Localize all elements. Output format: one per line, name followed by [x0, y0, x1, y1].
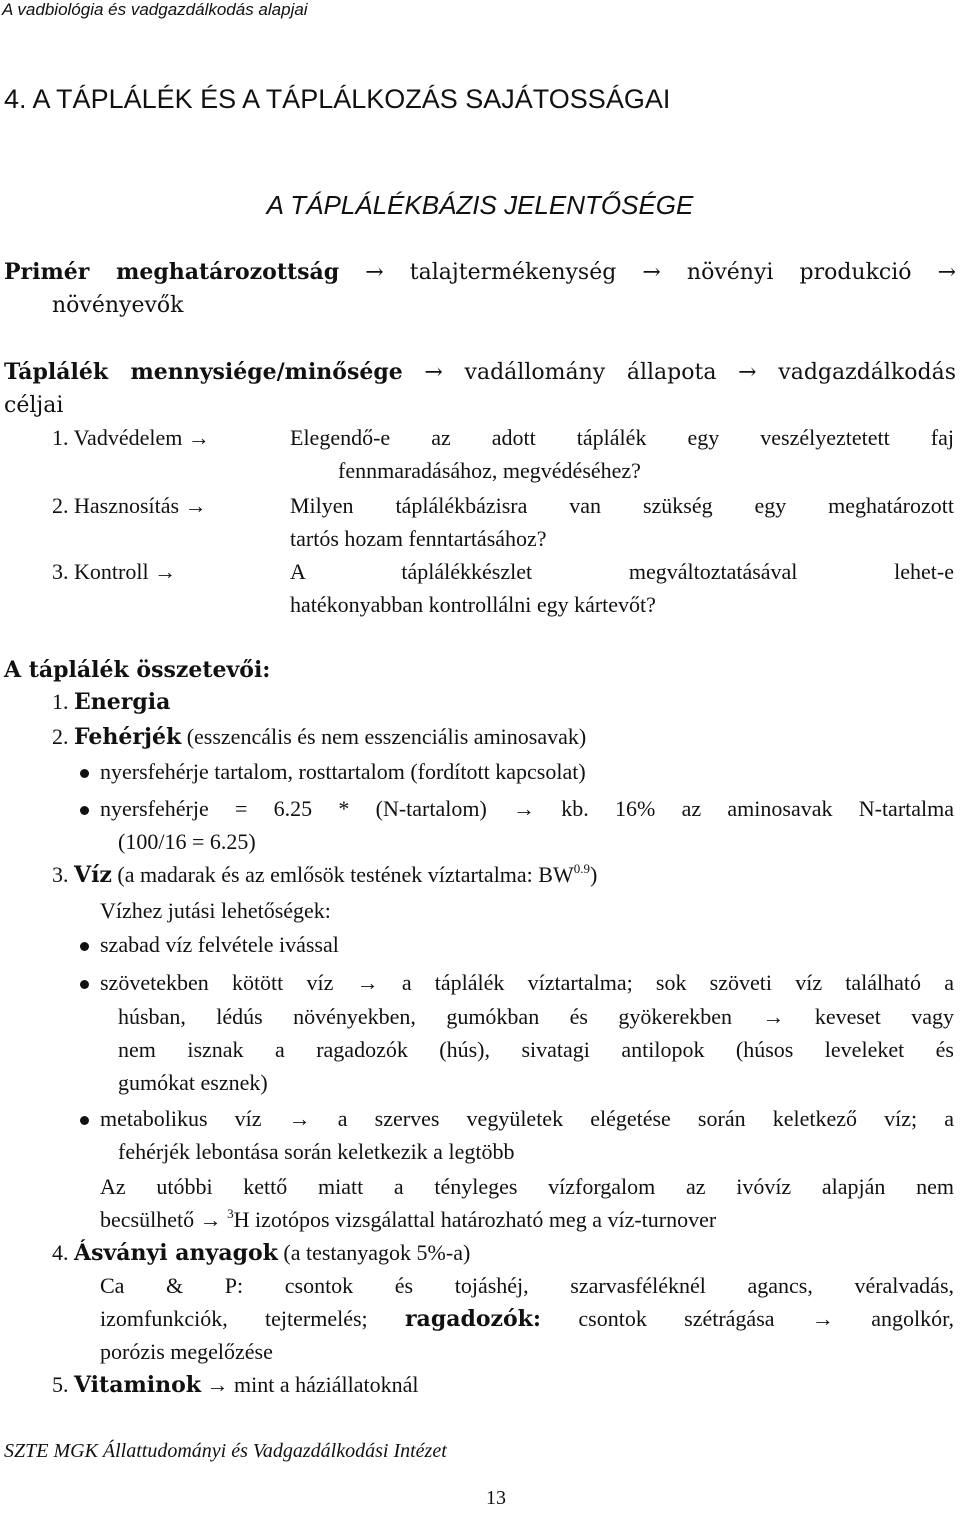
list-item: szabad víz felvétele ivással: [100, 932, 339, 957]
component-vitamins: [52, 1372, 419, 1398]
bullet-icon: [80, 942, 89, 951]
arrow-icon: →: [738, 360, 757, 385]
arrow-icon: →: [365, 260, 384, 285]
goal-text-cont: hatékonyabban kontrollálni egy kártevőt?: [290, 592, 656, 617]
list-item: [100, 796, 954, 822]
component-label: Fehérjék: [74, 724, 182, 750]
primer-item: talajtermékenység: [409, 260, 617, 285]
goal-text: A táplálékkészlet megváltoztatásával lehet-e: [290, 559, 954, 584]
arrow-icon: →: [642, 260, 661, 285]
superscript: 3: [227, 1206, 234, 1221]
footer-institute: SZTE MGK Állattudományi és Vadgazdálkodási Intézet: [4, 1440, 447, 1462]
chapter-title: 4. A TÁPLÁLÉK ÉS A TÁPLÁLKOZÁS SAJÁTOSSÁGAI: [4, 84, 671, 114]
minerals-text: porózis megelőzése: [100, 1339, 273, 1364]
component-desc: mint a háziállatoknál: [234, 1372, 419, 1397]
water-desc: a szerves vegyületek elégetése során keletkező víz; a: [337, 1106, 954, 1131]
running-header: A vadbiológia és vadgazdálkodás alapjai: [2, 0, 308, 19]
list-number: 3.: [52, 862, 69, 887]
water-desc: keveset vagy: [814, 1004, 954, 1029]
flow-item: vadállomány állapota: [464, 360, 717, 385]
bullet-icon: [80, 1116, 89, 1125]
formula-note: kb. 16% az aminosavak N-tartalma: [561, 796, 955, 821]
minerals-desc: izomfunkciók, tejtermelés;: [100, 1306, 368, 1331]
component-protein: [52, 724, 586, 750]
arrow-icon: →: [811, 1306, 834, 1331]
section-title: A TÁPLÁLÉKBÁZIS JELENTŐSÉGE: [266, 190, 694, 220]
list-item: [100, 1106, 954, 1132]
arrow-icon: →: [199, 1207, 222, 1232]
minerals-bold: ragadozók:: [404, 1306, 542, 1332]
components-heading: A táplálék összetevői:: [4, 657, 271, 683]
water-desc: húsban, lédús növényekben, gumókban és gyökerekben: [118, 1004, 732, 1029]
list-item-cont: [118, 1004, 954, 1030]
minerals-text: [100, 1306, 954, 1332]
primer-item: növényi produkció: [686, 260, 912, 285]
page-number: 13: [486, 1487, 506, 1509]
goal-text-cont: fennmaradásához, megvédéséhez?: [338, 458, 641, 483]
taplalek-flow-label: Táplálék mennysiége/minősége: [4, 359, 403, 385]
minerals-text: Ca & P: csontok és tojáshéj, szarvasféléknél agancs, véralvadás,: [100, 1273, 954, 1298]
primer-label: Primér meghatározottság: [4, 259, 340, 285]
arrow-icon: →: [288, 1106, 311, 1131]
list-item: nyersfehérje tartalom, rosttartalom (fordított kapcsolat): [100, 759, 586, 784]
water-type: szövetekben kötött víz: [100, 970, 334, 995]
list-item-cont: nem isznak a ragadozók (hús), sivatagi antilopok (húsos leveleket és: [118, 1037, 954, 1062]
component-label: Ásványi anyagok: [74, 1240, 278, 1266]
arrow-icon: →: [937, 260, 957, 285]
goal-term: Hasznosítás: [74, 493, 180, 518]
goal-term: Vadvédelem: [73, 425, 183, 450]
arrow-icon: →: [184, 493, 207, 518]
bullet-icon: [80, 769, 89, 778]
goal-number: 3.: [52, 559, 69, 584]
arrow-icon: →: [206, 1372, 229, 1397]
component-desc: (a testanyagok 5%-a): [283, 1240, 471, 1265]
list-number: 4.: [52, 1240, 69, 1265]
water-note: Az utóbbi kettő miatt a tényleges vízforgalom az ivóvíz alapján nem: [100, 1174, 954, 1199]
bullet-icon: [80, 806, 89, 815]
bullet-icon: [80, 980, 89, 989]
component-water: [52, 862, 597, 888]
formula-text: nyersfehérje = 6.25 * (N-tartalom): [100, 796, 487, 821]
goal-number: 2.: [52, 493, 69, 518]
list-item-cont: fehérjék lebontása során keletkezik a legtöbb: [118, 1139, 515, 1164]
water-note-text: H izotópos vizsgálattal határozható meg a víz-turnover: [233, 1207, 717, 1232]
list-item-cont: (100/16 = 6.25): [118, 829, 256, 854]
water-note-text: becsülhető: [100, 1207, 195, 1232]
minerals-desc: csontok szétrágása: [578, 1306, 775, 1331]
water-access-label: Vízhez jutási lehetőségek:: [100, 898, 331, 923]
list-number: 1.: [52, 689, 69, 714]
component-desc: (a madarak és az emlősök testének víztartalma: BW: [117, 862, 574, 887]
goal-text: Elegendő-e az adott táplálék egy veszélyeztetett faj: [290, 425, 954, 450]
arrow-icon: →: [187, 425, 210, 450]
list-item-cont: gumókat esznek): [118, 1070, 268, 1095]
arrow-icon: →: [356, 970, 379, 995]
taplalek-flow-line: [4, 359, 956, 385]
minerals-desc: angolkór,: [871, 1306, 955, 1331]
water-note-cont: [100, 1207, 716, 1233]
paren: ): [589, 862, 598, 887]
water-desc: a táplálék víztartalma; sok szöveti víz található a: [401, 970, 955, 995]
component-desc: (esszencális és nem esszenciális aminosavak): [186, 724, 587, 749]
goal-text-cont: tartós hozam fenntartásához?: [290, 526, 547, 551]
component-label: Víz: [74, 862, 112, 888]
water-type: metabolikus víz: [100, 1106, 262, 1131]
arrow-icon: →: [424, 360, 443, 385]
goal-number: 1.: [52, 425, 69, 450]
goal-text: Milyen táplálékbázisra van szükség egy meghatározott: [290, 493, 954, 518]
primer-line: [4, 259, 956, 285]
component-label: Vitaminok: [74, 1372, 202, 1398]
component-label: Energia: [74, 689, 171, 715]
flow-item: vadgazdálkodás: [778, 360, 956, 385]
exponent: 0.9: [573, 861, 590, 876]
arrow-icon: →: [513, 796, 536, 821]
component-minerals: [52, 1240, 470, 1266]
flow-item: céljai: [4, 393, 64, 418]
arrow-icon: →: [762, 1004, 785, 1029]
arrow-icon: →: [154, 559, 177, 584]
list-item: [100, 970, 954, 996]
goal-term: Kontroll: [74, 559, 149, 584]
component-energy: [52, 689, 170, 715]
list-number: 5.: [52, 1372, 69, 1397]
primer-item: növényevők: [52, 293, 184, 318]
list-number: 2.: [52, 724, 69, 749]
